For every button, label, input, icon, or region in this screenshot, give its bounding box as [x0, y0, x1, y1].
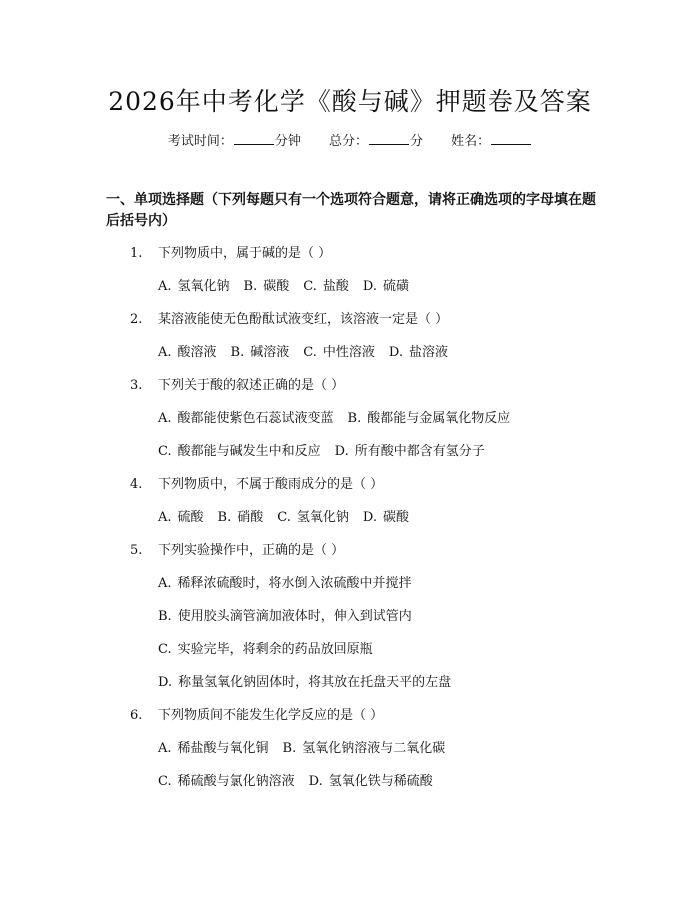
- answer-option: [348, 407, 511, 430]
- answer-option: [389, 341, 448, 364]
- total-score-blank: [369, 132, 409, 145]
- question-number: 6.: [130, 708, 143, 723]
- answer-option: [309, 770, 433, 793]
- name-blank: [491, 132, 531, 145]
- question-item: [130, 308, 610, 364]
- option-letter: B.: [230, 345, 245, 360]
- question-item: [130, 473, 610, 529]
- question-list: [130, 242, 610, 803]
- option-letter: B.: [158, 609, 172, 624]
- option-line: [158, 341, 610, 364]
- answer-option: [158, 407, 334, 430]
- option-text: 碳酸: [263, 279, 290, 294]
- question-stem: [130, 473, 610, 496]
- answer-option: [158, 275, 230, 298]
- option-letter: B.: [347, 411, 362, 426]
- option-text: 酸都能使紫色石蕊试液变蓝: [177, 411, 334, 426]
- question-text: 下列物质中，不属于酸雨成分的是（ ）: [158, 477, 384, 492]
- option-letter: A.: [158, 576, 172, 591]
- option-line: [158, 407, 610, 430]
- option-line: [158, 737, 610, 760]
- option-text: 氢氧化钠溶液与二氧化碳: [302, 741, 446, 756]
- answer-option: [363, 506, 409, 529]
- option-letter: C.: [158, 774, 172, 789]
- answer-option: [158, 737, 269, 760]
- option-letter: D.: [158, 675, 173, 690]
- question-number: 1.: [130, 246, 143, 261]
- option-line: [158, 440, 610, 463]
- option-text: 氢氧化钠: [177, 279, 230, 294]
- answer-option: [158, 770, 295, 793]
- answer-option: [158, 572, 412, 595]
- option-text: 酸都能与碱发生中和反应: [177, 444, 321, 459]
- answer-option: [158, 341, 217, 364]
- option-text: 硫酸: [177, 510, 204, 525]
- answer-option: [158, 506, 204, 529]
- exam-time-field: [168, 130, 301, 149]
- option-letter: B.: [243, 279, 258, 294]
- option-letter: B.: [217, 510, 232, 525]
- question-text: 下列实验操作中，正确的是（ ）: [158, 543, 345, 558]
- option-line: [158, 572, 610, 595]
- option-text: 称量氢氧化钠固体时，将其放在托盘天平的左盘: [178, 675, 452, 690]
- option-letter: D.: [362, 510, 377, 525]
- option-text: 氢氧化钠: [296, 510, 349, 525]
- option-letter: A.: [158, 279, 172, 294]
- option-text: 实验完毕，将剩余的药品放回原瓶: [177, 642, 373, 657]
- option-text: 稀释浓硫酸时，将水倒入浓硫酸中并搅拌: [177, 576, 412, 591]
- option-line: [158, 506, 610, 529]
- option-line: [158, 770, 610, 793]
- option-text: 碱溶液: [250, 345, 290, 360]
- option-line: [158, 275, 610, 298]
- option-text: 硝酸: [237, 510, 264, 525]
- option-text: 所有酸中都含有氢分子: [354, 444, 485, 459]
- option-letter: D.: [362, 279, 377, 294]
- option-letter: A.: [158, 741, 172, 756]
- question-number: 5.: [130, 543, 143, 558]
- question-text: 下列物质中，属于碱的是（ ）: [158, 246, 332, 261]
- question-stem: [130, 308, 610, 331]
- question-text: 某溶液能使无色酚酞试液变红，该溶液一定是（ ）: [158, 312, 449, 327]
- answer-option: [231, 341, 290, 364]
- option-line: [158, 638, 610, 661]
- answer-option: [158, 671, 451, 694]
- option-letter: D.: [308, 774, 323, 789]
- answer-option: [158, 638, 373, 661]
- answer-option: [218, 506, 264, 529]
- answer-option: [363, 275, 409, 298]
- option-text: 氢氧化铁与稀硫酸: [328, 774, 433, 789]
- option-line: [158, 605, 610, 628]
- option-text: 稀盐酸与氧化铜: [177, 741, 269, 756]
- total-score-label: 总分：: [328, 134, 368, 149]
- question-item: [130, 704, 610, 793]
- option-letter: C.: [277, 510, 291, 525]
- option-text: 使用胶头滴管滴加液体时，伸入到试管内: [177, 609, 412, 624]
- question-item: [130, 242, 610, 298]
- question-stem: [130, 374, 610, 397]
- option-letter: A.: [158, 345, 172, 360]
- total-score-unit: 分: [410, 134, 424, 149]
- answer-option: [303, 275, 349, 298]
- option-text: 碳酸: [382, 510, 409, 525]
- question-text: 下列物质间不能发生化学反应的是（ ）: [158, 708, 384, 723]
- answer-option: [158, 605, 412, 628]
- option-text: 酸都能与金属氧化物反应: [367, 411, 511, 426]
- exam-info-line: [0, 130, 700, 149]
- name-field: [451, 130, 532, 149]
- option-letter: C.: [303, 345, 317, 360]
- question-item: [130, 374, 610, 463]
- page-title: 2026年中考化学《酸与碱》押题卷及答案: [108, 87, 592, 116]
- answer-option: [335, 440, 485, 463]
- question-stem: [130, 704, 610, 727]
- option-text: 盐酸: [322, 279, 349, 294]
- question-stem: [130, 539, 610, 562]
- option-line: [158, 671, 610, 694]
- question-number: 4.: [130, 477, 143, 492]
- question-text: 下列关于酸的叙述正确的是（ ）: [158, 378, 345, 393]
- option-letter: C.: [158, 444, 172, 459]
- option-letter: D.: [388, 345, 403, 360]
- option-letter: B.: [282, 741, 297, 756]
- exam-time-blank: [234, 132, 274, 145]
- option-letter: A.: [158, 510, 172, 525]
- option-text: 盐溶液: [408, 345, 448, 360]
- option-letter: C.: [158, 642, 172, 657]
- option-text: 中性溶液: [322, 345, 375, 360]
- answer-option: [303, 341, 375, 364]
- answer-option: [158, 440, 321, 463]
- question-stem: [130, 242, 610, 265]
- option-letter: D.: [334, 444, 349, 459]
- exam-time-unit: 分钟: [274, 134, 301, 149]
- question-item: [130, 539, 610, 694]
- option-letter: C.: [303, 279, 317, 294]
- exam-time-label: 考试时间：: [167, 134, 233, 149]
- question-number: 2.: [130, 312, 143, 327]
- answer-option: [244, 275, 290, 298]
- total-score-field: [329, 130, 423, 149]
- answer-option: [277, 506, 349, 529]
- question-number: 3.: [130, 378, 143, 393]
- option-text: 酸溶液: [177, 345, 217, 360]
- option-text: 稀硫酸与氯化钠溶液: [177, 774, 295, 789]
- name-label: 姓名：: [451, 134, 491, 149]
- answer-option: [283, 737, 446, 760]
- option-letter: A.: [158, 411, 172, 426]
- option-text: 硫磺: [382, 279, 409, 294]
- section-heading: 一、单项选择题（下列每题只有一个选项符合题意，请将正确选项的字母填在题后括号内）: [106, 192, 596, 229]
